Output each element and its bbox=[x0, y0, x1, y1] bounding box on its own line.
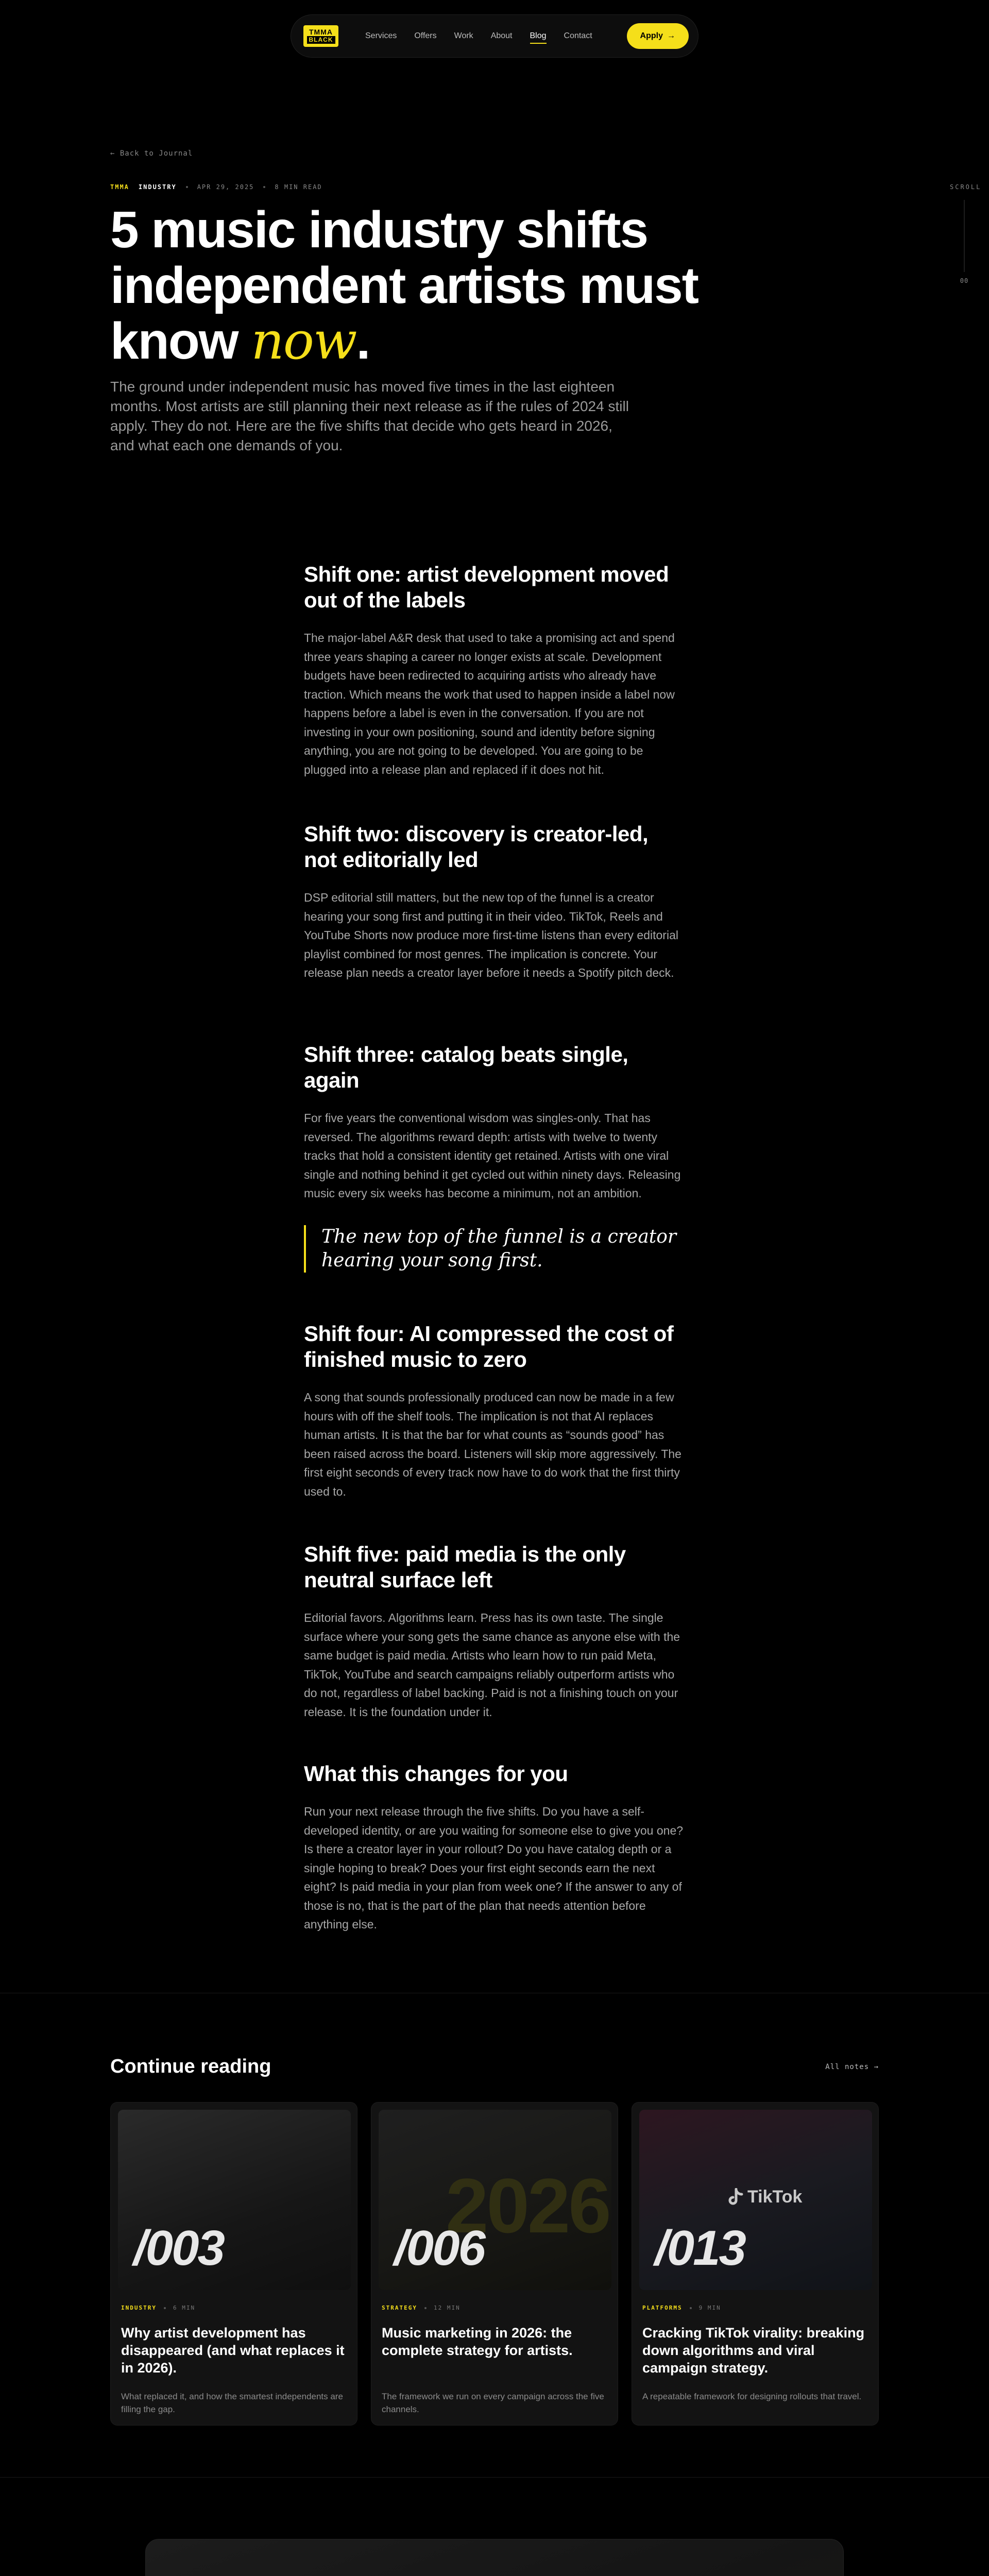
arrow-right-icon: → bbox=[667, 31, 675, 40]
scroll-track bbox=[964, 200, 965, 272]
meta-date: APR 29, 2025 bbox=[197, 183, 254, 191]
card-read-time: 9 MIN bbox=[698, 2304, 721, 2311]
card-number: /013 bbox=[655, 2221, 745, 2276]
meta-separator bbox=[690, 2307, 692, 2309]
title-accent: now bbox=[251, 311, 356, 371]
back-to-journal-link[interactable]: ← Back to Journal bbox=[110, 149, 193, 158]
section-body: The major-label A&R desk that used to take a promising act and spend three years shaping a career no longer exists at scale. Development budgets have been redirected to acquiring artists who already have traction. Which means the work that used to happen inside a label now happens before a label is even in the conversation. If you are not investing in your own positioning, sound and identity before signing anything, you are not going to be developed. You are going to be plugged into a release plan and replaced if it does not hit. bbox=[304, 631, 675, 776]
title-line-2: independent artists must bbox=[110, 257, 698, 314]
section-body: DSP editorial still matters, but the new top of the funnel is a creator hearing your song first and putting it in their video. TikTok, Reels and YouTube Shorts now produce more first-time listens than every editorial playlist combined for most genres. The implication is concrete. Your release plan needs a creator layer before it needs a Spotify pitch deck. bbox=[304, 891, 678, 979]
card-description: What replaced it, and how the smartest independents are filling the gap. bbox=[121, 2392, 343, 2414]
card-number: /006 bbox=[394, 2221, 484, 2276]
scroll-count: 00 bbox=[960, 277, 969, 284]
tiktok-logo bbox=[727, 2187, 802, 2207]
card-description: The framework we run on every campaign across the five channels. bbox=[382, 2392, 604, 2414]
card-meta bbox=[121, 2304, 195, 2311]
article-meta bbox=[110, 183, 322, 191]
meta-read-time: 8 MIN READ bbox=[275, 183, 322, 191]
article-section-6 bbox=[304, 1761, 685, 1934]
section-heading: What this changes for you bbox=[304, 1761, 568, 1786]
nav-apply-button[interactable] bbox=[627, 23, 689, 49]
meta-separator bbox=[424, 2307, 427, 2309]
card-image bbox=[118, 2110, 351, 2290]
scroll-indicator bbox=[950, 183, 982, 284]
section-heading: Shift two: discovery is creator-led, not editorially led bbox=[304, 822, 649, 872]
meta-separator bbox=[186, 186, 188, 188]
card-category: INDUSTRY bbox=[121, 2304, 157, 2311]
card-meta bbox=[642, 2304, 721, 2311]
card-read-time: 6 MIN bbox=[173, 2304, 196, 2311]
meta-category: INDUSTRY bbox=[138, 183, 177, 191]
all-notes-link[interactable]: All notes → bbox=[825, 2063, 879, 2071]
card-background-text: 2026 bbox=[446, 2162, 609, 2249]
logo[interactable] bbox=[303, 25, 338, 47]
card-background-text: TikTok bbox=[747, 2187, 803, 2207]
section-heading: Shift five: paid media is the only neutral surface left bbox=[304, 1542, 626, 1592]
nav-link-offers[interactable]: Offers bbox=[414, 31, 437, 40]
nav-link-services[interactable]: Services bbox=[365, 31, 397, 40]
cta-panel bbox=[145, 2539, 844, 2576]
article-section-2 bbox=[304, 821, 685, 982]
title-line-1: 5 music industry shifts bbox=[110, 201, 648, 259]
section-body: Run your next release through the five shifts. Do you have a self-developed identity, or are you waiting for someone else to give you one? Is there a creator layer in your rollout? Do you have catalog depth or a single hoping to break? Does your first eight seconds earn the next eight? Is paid media in your plan from week one? If the answer to any of those is no, that is the part of the plan that needs attention before anything else. bbox=[304, 1805, 684, 1931]
pull-quote: The new top of the funnel is a creator hearing your song first. bbox=[304, 1225, 685, 1273]
article-section-4 bbox=[304, 1321, 685, 1501]
logo-bottom: BLACK bbox=[307, 36, 335, 44]
section-body: A song that sounds professionally produced can now be made in a few hours with off the shelf tools. The implication is not that AI replaces human artists. It is that the bar for what counts as “sounds good” has been raised across the board. Listeners will skip more aggressively. The first eight seconds of every track now have to do work that the first thirty used to. bbox=[304, 1391, 681, 1498]
card-title: Cracking TikTok virality: breaking down algorithms and viral campaign strategy. bbox=[642, 2325, 865, 2376]
continue-reading-title: Continue reading bbox=[110, 2056, 271, 2077]
nav-link-work[interactable]: Work bbox=[454, 31, 473, 40]
title-line-3-pre: know bbox=[110, 312, 251, 370]
related-card[interactable] bbox=[632, 2102, 879, 2426]
nav-apply-label: Apply bbox=[640, 31, 663, 40]
card-meta bbox=[382, 2304, 461, 2311]
top-nav bbox=[291, 14, 698, 58]
tiktok-icon bbox=[727, 2188, 743, 2207]
meta-brand: TMMA bbox=[110, 183, 129, 191]
card-image bbox=[639, 2110, 872, 2290]
logo-top: TMMA bbox=[309, 28, 333, 36]
related-card[interactable] bbox=[110, 2102, 357, 2426]
meta-separator bbox=[164, 2307, 166, 2309]
page-title bbox=[110, 202, 708, 369]
card-title: Why artist development has disappeared (and what replaces it in 2026). bbox=[121, 2325, 345, 2376]
section-body: Editorial favors. Algorithms learn. Press has its own taste. The single surface where your song gets the same chance as anyone else with the same budget is paid media. Artists who learn how to run paid Meta, TikTok, YouTube and search campaigns reliably outperform artists who do not, regardless of label backing. Paid is not a finishing touch on your release. It is the foundation under it. bbox=[304, 1611, 680, 1719]
title-line-3-post: . bbox=[356, 312, 370, 370]
divider bbox=[0, 2477, 989, 2478]
card-description: A repeatable framework for designing rollouts that travel. bbox=[642, 2392, 862, 2401]
card-category: STRATEGY bbox=[382, 2304, 417, 2311]
card-category: PLATFORMS bbox=[642, 2304, 683, 2311]
page-subtitle: The ground under independent music has moved five times in the last eighteen months. Most artists are still planning their next release as if the rules of 2024 still apply. They do not. Here are the five shifts that decide who gets heard in 2026, and what each one demands of you. bbox=[110, 379, 629, 453]
card-number: /003 bbox=[133, 2221, 224, 2276]
related-card[interactable] bbox=[371, 2102, 618, 2426]
nav-link-contact[interactable]: Contact bbox=[564, 31, 592, 40]
article-section-3 bbox=[304, 1042, 685, 1203]
card-image bbox=[379, 2110, 611, 2290]
nav-link-about[interactable]: About bbox=[490, 31, 513, 40]
card-read-time: 12 MIN bbox=[433, 2304, 461, 2311]
meta-separator bbox=[263, 186, 265, 188]
nav-link-blog[interactable]: Blog bbox=[530, 31, 547, 40]
card-title: Music marketing in 2026: the complete strategy for artists. bbox=[382, 2325, 573, 2358]
section-heading: Shift three: catalog beats single, again bbox=[304, 1042, 628, 1092]
section-heading: Shift four: AI compressed the cost of finished music to zero bbox=[304, 1321, 674, 1371]
section-heading: Shift one: artist development moved out of the labels bbox=[304, 562, 669, 612]
section-body: For five years the conventional wisdom was singles-only. That has reversed. The algorithms reward depth: artists with twelve to twenty tracks that hold a consistent identity get retained. Artists with one viral single and nothing behind it get cycled out within ninety days. Releasing music every six weeks has become a minimum, not an ambition. bbox=[304, 1111, 681, 1200]
nav-links bbox=[365, 31, 627, 41]
article-section-1 bbox=[304, 562, 685, 779]
scroll-label: SCROLL bbox=[950, 183, 982, 191]
article-section-5 bbox=[304, 1541, 685, 1721]
